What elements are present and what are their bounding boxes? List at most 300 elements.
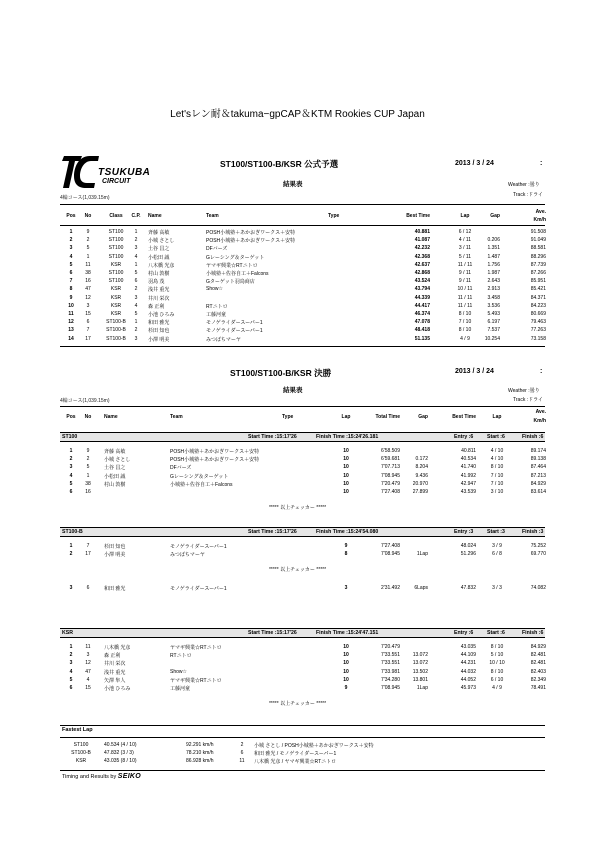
cell-ave: 82.481 — [530, 660, 546, 667]
cell-ave: 82.349 — [530, 676, 546, 683]
fastest-top-rule — [60, 725, 545, 726]
cell-pos: 4 — [69, 668, 73, 675]
cell-lap: 4 / 9 — [460, 335, 470, 342]
cell-cp: 4 — [134, 302, 138, 309]
final-row — [0, 464, 595, 471]
qualifying-row — [0, 319, 595, 326]
cell-name: 矢澤 隼人 — [104, 677, 126, 684]
qualifying-row — [0, 229, 595, 236]
cell-team: モノゲライダースーパー1 — [206, 320, 263, 327]
cell-best: 41.087 — [414, 237, 430, 244]
footer-credit — [62, 773, 141, 780]
cell-lap: 10 — [343, 480, 349, 487]
cell-no: 16 — [85, 278, 91, 285]
cell-blap: 6 / 8 — [492, 551, 502, 558]
cell-team: 小城塾＋佐谷自工＋Falcons — [206, 271, 269, 277]
cell-no: 17 — [85, 551, 91, 558]
cell-cls: ST100 — [108, 253, 124, 260]
cell-best: 40.534 — [460, 456, 476, 463]
cell-ave: 73.158 — [530, 335, 546, 342]
cell-blap: 7 / 10 — [490, 480, 504, 487]
cell-cls: ST100 — [108, 245, 124, 252]
cell-team: POSH小城塾＋あかおぎワークス＋安特 — [206, 238, 296, 245]
header-pos: Pos — [66, 414, 76, 420]
cell-lap: 3 / 11 — [458, 245, 472, 252]
cell-lap: 10 — [343, 464, 349, 471]
cell-cls: ST100-B — [106, 327, 126, 334]
final-row — [0, 644, 595, 651]
cell-ave: 84.223 — [530, 302, 546, 309]
cell-ave: 78.491 — [530, 685, 546, 691]
cell-name: 井川 栄次 — [148, 295, 170, 302]
course-label: 4輪コース(1,039.15m) — [60, 195, 110, 201]
qualifying-row — [0, 262, 595, 269]
cell-cls: ST100 — [108, 229, 124, 235]
cell-lap: 10 / 11 — [457, 286, 473, 293]
cell-best: 43.539 — [460, 489, 476, 495]
cell-best: 43.524 — [414, 278, 430, 285]
qualifying-row — [0, 237, 595, 244]
cell-best: 42.947 — [460, 480, 476, 487]
header-gap: Gap — [418, 414, 428, 420]
cell-blap: 3 / 3 — [492, 585, 502, 592]
cell-pos: 12 — [68, 319, 74, 326]
cell-ave: 84.929 — [530, 644, 546, 650]
group-start-time: Start Time :15:17'26 — [248, 434, 297, 440]
cell-no: 12 — [85, 294, 91, 301]
header-ave: Ave. — [535, 409, 546, 415]
cell-total: 7'33.551 — [380, 652, 400, 659]
cell-team: POSH小城塾＋あかおぎワークス＋安特 — [170, 457, 260, 464]
cell-pos: 6 — [69, 685, 73, 691]
cell-driver: 和田 雅光 / モノゲライダースーパー1 — [254, 751, 337, 757]
header-total: Total Time — [375, 414, 400, 420]
cell-lap: 4 / 11 — [458, 237, 472, 244]
group-name: KSR — [62, 630, 73, 636]
cell-team: モノゲライダースーパー1 — [206, 328, 263, 335]
cell-gap: 0.172 — [415, 456, 428, 463]
cell-ave: 69.770 — [530, 551, 546, 558]
cell-pos: 5 — [69, 480, 73, 487]
cell-cp: 6 — [134, 278, 138, 285]
cell-best: 47.078 — [414, 319, 430, 326]
qualifying-row — [0, 270, 595, 277]
cell-pos: 1 — [69, 448, 73, 454]
qualifying-row — [0, 286, 595, 293]
logo-text-bottom: CIRCUIT — [102, 178, 131, 185]
final-row — [0, 551, 595, 558]
cell-lap: 8 / 10 — [458, 327, 472, 334]
cell-ave: 91.049 — [530, 237, 546, 244]
cell-gap: 6Laps — [414, 585, 428, 592]
cell-team: RTニトロ — [206, 303, 228, 310]
cell-name: 村山 敦樹 — [104, 481, 126, 488]
cell-no: 11 — [239, 758, 245, 764]
qualifying-header-kmh — [0, 217, 595, 224]
cell-no: 2 — [240, 742, 244, 748]
cell-best: 42.868 — [414, 270, 430, 276]
cell-no: 15 — [85, 311, 91, 317]
cell-name: 森 正利 — [104, 653, 121, 660]
cell-pos: 2 — [69, 456, 73, 463]
cell-no: 12 — [85, 660, 91, 667]
group-header-st100-b — [60, 527, 545, 536]
cell-cls: ST100-B — [106, 335, 126, 342]
cell-speed: 78.210 km/h — [186, 750, 214, 756]
cell-best: 45.973 — [460, 685, 476, 691]
cell-cls: KSR — [110, 294, 122, 301]
cell-total: 2'31.492 — [380, 585, 400, 592]
cell-best: 48.024 — [460, 543, 476, 549]
cell-cp: 2 — [134, 237, 138, 244]
cell-team: モノゲライダースーパー1 — [170, 586, 227, 593]
group-finish-count: Finish :6 — [522, 630, 544, 636]
cell-pos: 3 — [69, 660, 73, 667]
qualifying-subtitle: 結果表 — [283, 181, 303, 188]
cell-ave: 84.371 — [530, 294, 546, 301]
checker-marker: ***** 以上チェッカー ***** — [268, 701, 327, 708]
cell-pos: 3 — [69, 464, 73, 471]
header-kmh: Km/h — [533, 418, 546, 424]
cell-gap: 20.970 — [412, 480, 428, 487]
cell-no: 3 — [86, 302, 90, 309]
cell-pos: 11 — [68, 311, 74, 317]
cell-no: 1 — [86, 472, 90, 479]
cell-total: 7'34.280 — [380, 676, 400, 683]
cell-cp: 1 — [134, 319, 138, 326]
cell-gap: 1Lap — [416, 551, 428, 558]
cell-lap: 11 / 11 — [457, 294, 473, 301]
cell-gap: 13.801 — [412, 676, 428, 683]
cell-lap: 10 — [343, 456, 349, 463]
cell-name: 小松田 誠 — [148, 254, 170, 261]
cell-ave: 87.739 — [530, 261, 546, 268]
cell-cls: ST100-B — [106, 319, 126, 326]
final-row — [0, 652, 595, 659]
cell-best: 48.418 — [414, 327, 430, 334]
cell-gap: 1.987 — [487, 270, 500, 276]
cell-pos: 14 — [68, 335, 74, 342]
cell-pos: 2 — [69, 652, 73, 659]
group-rule — [60, 637, 545, 638]
cell-gap: 3.536 — [487, 302, 500, 309]
cell-ave: 80.669 — [530, 311, 546, 317]
final-course-label: 4輪コース(1,039.15m) — [60, 398, 110, 404]
header-type: Type — [328, 213, 340, 219]
cell-blap: 8 / 10 — [490, 644, 504, 650]
group-finish-time: Finish Time :15:24'26.181 — [316, 434, 379, 440]
cell-name: 浅井 重光 — [104, 669, 126, 676]
header-no: No — [84, 414, 92, 420]
header-type: Type — [282, 414, 294, 420]
cell-time: 47.832 (3 / 3) — [104, 750, 134, 756]
cell-gap: 10.254 — [484, 335, 500, 342]
cell-pos: 5 — [69, 676, 73, 683]
cell-best: 44.052 — [460, 676, 476, 683]
cell-blap: 4 / 10 — [490, 448, 504, 454]
group-start-count: Start :6 — [487, 434, 505, 440]
cell-speed: 92.291 km/h — [186, 742, 214, 748]
cell-cp: 3 — [134, 294, 138, 301]
cell-name: 小城 さとし — [104, 457, 131, 464]
cell-no: 3 — [86, 652, 90, 659]
cell-gap: 1.351 — [487, 245, 500, 252]
cell-pos: 6 — [69, 270, 73, 276]
cell-gap: 1.487 — [487, 253, 500, 260]
cell-pos: 1 — [69, 229, 73, 235]
cell-lap: 5 / 11 — [458, 253, 472, 260]
cell-ave: 87.213 — [530, 472, 546, 479]
cell-lap: 10 — [343, 448, 349, 454]
cell-total: 7'07.713 — [380, 464, 400, 471]
cell-best: 46.374 — [414, 311, 430, 317]
cell-gap: 9.436 — [415, 472, 428, 479]
cell-name: 杉田 知也 — [104, 544, 126, 550]
cell-name: 斉藤 高敏 — [148, 230, 170, 236]
cell-no: 11 — [85, 261, 91, 268]
group-finish-time: Finish Time :15:24'47.151 — [316, 630, 379, 636]
cell-class: KSR — [75, 758, 87, 764]
cell-gap: 6.197 — [487, 319, 500, 326]
cell-best: 47.832 — [460, 585, 476, 592]
cell-team: みつばちマーヤ — [170, 552, 205, 559]
cell-team: POSH小城塾＋あかおぎワークス＋安特 — [170, 449, 260, 455]
group-start-time: Start Time :15:17'26 — [248, 630, 297, 636]
cell-name: 森 正利 — [148, 303, 165, 310]
cell-blap: 3 / 10 — [490, 489, 504, 495]
cell-lap: 8 — [344, 551, 348, 558]
qualifying-title: ST100/ST100-B/KSR 公式予選 — [220, 159, 339, 169]
cell-cp: 1 — [134, 261, 138, 268]
cell-team: ヤマギ興業☆RTニトロ — [206, 262, 258, 269]
qualifying-weather: Weather :曇り — [508, 182, 540, 188]
final-header-kmh — [0, 418, 595, 425]
final-title: ST100/ST100-B/KSR 決勝 — [230, 368, 332, 378]
cell-best: 51.296 — [460, 551, 476, 558]
fastest-lap-row — [0, 758, 595, 765]
cell-pos: 4 — [69, 253, 73, 260]
cell-pos: 3 — [69, 245, 73, 252]
cell-best: 44.109 — [460, 652, 476, 659]
cell-gap: 8.204 — [415, 464, 428, 471]
cell-name: 和田 雅光 — [104, 586, 126, 593]
final-weather: Weather :曇り — [508, 388, 540, 394]
cell-class: ST100 — [73, 742, 89, 748]
header-kmh: Km/h — [533, 217, 546, 223]
header-team: Team — [170, 414, 183, 420]
cell-best: 51.135 — [414, 335, 430, 342]
cell-pos: 5 — [69, 261, 73, 268]
cell-pos: 8 — [69, 286, 73, 293]
cell-name: 小池 ひろみ — [104, 686, 131, 692]
cell-best: 40.881 — [414, 229, 430, 235]
cell-ave: 89.138 — [530, 456, 546, 463]
header-cp: C.P. — [131, 213, 141, 219]
qualifying-end-rule — [60, 346, 545, 347]
cell-cls: ST100 — [108, 278, 124, 285]
tsukuba-circuit-logo — [60, 154, 176, 194]
cell-name: 和田 雅光 — [148, 320, 170, 327]
cell-ave: 84.929 — [530, 480, 546, 487]
cell-gap: 1.756 — [487, 261, 500, 268]
cell-gap: 7.537 — [487, 327, 500, 334]
cell-team: 工藤河童 — [206, 312, 227, 318]
cell-lap: 10 — [343, 676, 349, 683]
cell-pos: 2 — [69, 237, 73, 244]
final-row — [0, 677, 595, 684]
cell-lap: 10 — [343, 489, 349, 495]
final-date-suffix: : — [540, 368, 543, 375]
cell-blap: 4 / 10 — [490, 456, 504, 463]
cell-cls: KSR — [110, 302, 122, 309]
group-entry: Entry :6 — [454, 434, 474, 440]
cell-cls: KSR — [110, 261, 122, 268]
header-ave: Ave. — [535, 209, 546, 215]
cell-no: 6 — [86, 319, 90, 326]
cell-best: 44.231 — [460, 660, 476, 667]
cell-team: ヤマギ興業☆RTニトロ — [170, 645, 222, 651]
cell-team: 工藤河童 — [170, 686, 191, 692]
cell-ave: 83.614 — [530, 489, 546, 495]
cell-gap: 2.913 — [487, 286, 500, 293]
header-pos: Pos — [66, 213, 76, 219]
cell-team: みつばちマーヤ — [206, 336, 241, 343]
header-name: Name — [148, 213, 162, 219]
qualifying-row — [0, 336, 595, 343]
cell-ave: 74.082 — [530, 585, 546, 592]
logo-text-top: TSUKUBA — [98, 167, 151, 178]
final-row — [0, 669, 595, 676]
checker-marker: ***** 以上チェッカー ***** — [268, 567, 327, 574]
group-finish-time: Finish Time :15:24'54.080 — [316, 529, 379, 535]
cell-team: DFバーズ — [170, 465, 192, 472]
cell-name: 八木橋 光彦 — [148, 262, 175, 269]
cell-ave: 85.421 — [530, 286, 546, 293]
cell-cp: 4 — [134, 253, 138, 260]
cell-ave: 88.296 — [530, 253, 546, 260]
cell-no: 6 — [240, 750, 244, 756]
qualifying-date-suffix: : — [540, 160, 543, 167]
cell-no: 9 — [86, 448, 90, 454]
cell-name: 小澤 明美 — [104, 552, 126, 559]
event-title: Let'sレン耐＆takuma−gpCAP＆KTM Rookies CUP Japan — [170, 109, 425, 120]
qualifying-date: 2013 / 3 / 24 — [455, 160, 494, 167]
cell-pos: 2 — [69, 551, 73, 558]
cell-total: 7'20.479 — [380, 644, 400, 650]
seiko-logo: SEIKO — [117, 773, 142, 780]
cell-blap: 5 / 10 — [490, 652, 504, 659]
cell-lap: 9 — [344, 685, 348, 691]
cell-ave: 89.174 — [530, 448, 546, 454]
cell-no: 47 — [85, 286, 91, 293]
cell-name: 小松田 誠 — [104, 473, 126, 480]
group-rule — [60, 441, 545, 442]
fastest-lap-row — [0, 742, 595, 749]
cell-pos: 7 — [69, 278, 73, 285]
cell-pos: 13 — [68, 327, 74, 334]
cell-name: 小池 ひろみ — [148, 312, 175, 318]
cell-no: 7 — [86, 327, 90, 334]
final-row — [0, 685, 595, 692]
cell-blap: 8 / 10 — [490, 668, 504, 675]
cell-pos: 6 — [69, 489, 73, 495]
cell-gap: 13.502 — [412, 668, 428, 675]
cell-pos: 1 — [69, 644, 73, 650]
cell-no: 47 — [85, 668, 91, 675]
final-row — [0, 481, 595, 488]
header-best: Best Time — [452, 414, 476, 420]
final-date: 2013 / 3 / 24 — [455, 368, 494, 375]
cell-lap: 11 / 11 — [457, 302, 473, 309]
cell-name: 土谷 昌之 — [148, 246, 170, 253]
cell-total: 7'08.945 — [380, 685, 400, 691]
cell-lap: 9 — [344, 543, 348, 549]
cell-pos: 9 — [69, 294, 73, 301]
final-header-top-rule — [60, 406, 545, 407]
final-subtitle: 結果表 — [283, 387, 303, 394]
cell-driver: 八木橋 光彦 / ヤマギ興業☆RTニトロ — [254, 759, 337, 765]
group-finish-count: Finish :3 — [522, 529, 544, 535]
cell-team: POSH小城塾＋あかおぎワークス＋安特 — [206, 230, 296, 236]
final-row — [0, 448, 595, 455]
cell-name: 八木橋 光彦 — [104, 645, 131, 651]
cell-lap: 8 / 10 — [458, 311, 472, 317]
final-track: Track :ドライ — [513, 397, 543, 403]
header-no: No — [84, 213, 92, 219]
qualifying-row — [0, 327, 595, 334]
cell-ave: 79.463 — [530, 319, 546, 326]
cell-gap: 0.206 — [487, 237, 500, 244]
cell-cp: 3 — [134, 245, 138, 252]
cell-total: 7'33.551 — [380, 660, 400, 667]
cell-gap: 13.072 — [412, 652, 428, 659]
cell-no: 16 — [85, 489, 91, 495]
cell-speed: 86.928 km/h — [186, 758, 214, 764]
cell-gap: 1Lap — [416, 685, 428, 691]
cell-team: RTニトロ — [170, 653, 192, 660]
cell-total: 7'20.479 — [380, 480, 400, 487]
cell-gap: 27.899 — [412, 489, 428, 495]
qualifying-row — [0, 278, 595, 285]
cell-gap: 2.643 — [487, 278, 500, 285]
cell-name: 小澤 明美 — [148, 336, 170, 343]
cell-no: 1 — [86, 253, 90, 260]
cell-team: Show☆ — [206, 286, 223, 293]
qualifying-header-top-rule — [60, 204, 545, 205]
cell-lap: 3 — [344, 585, 348, 592]
cell-cp: 3 — [134, 335, 138, 342]
cell-no: 5 — [86, 245, 90, 252]
qualifying-track: Track :ドライ — [513, 192, 543, 198]
fastest-title-rule — [60, 737, 545, 738]
cell-name: 杉田 知也 — [148, 328, 170, 335]
cell-time: 40.534 (4 / 10) — [104, 742, 137, 748]
cell-cp: 2 — [134, 327, 138, 334]
header-best: Best Time — [406, 213, 430, 219]
final-row-dnf — [0, 585, 595, 592]
cell-no: 7 — [86, 543, 90, 549]
final-row — [0, 456, 595, 463]
cell-ave: 87.464 — [530, 464, 546, 471]
cell-best: 41.740 — [460, 464, 476, 471]
cell-team: Gターゲット羽鳥商店 — [206, 279, 255, 286]
cell-name: 羽鳥 茂 — [148, 279, 165, 286]
cell-cls: KSR — [110, 311, 122, 317]
qualifying-row — [0, 254, 595, 261]
cell-total: 7'27.408 — [380, 489, 400, 495]
final-row — [0, 660, 595, 667]
cell-total: 6'58.509 — [380, 448, 400, 454]
